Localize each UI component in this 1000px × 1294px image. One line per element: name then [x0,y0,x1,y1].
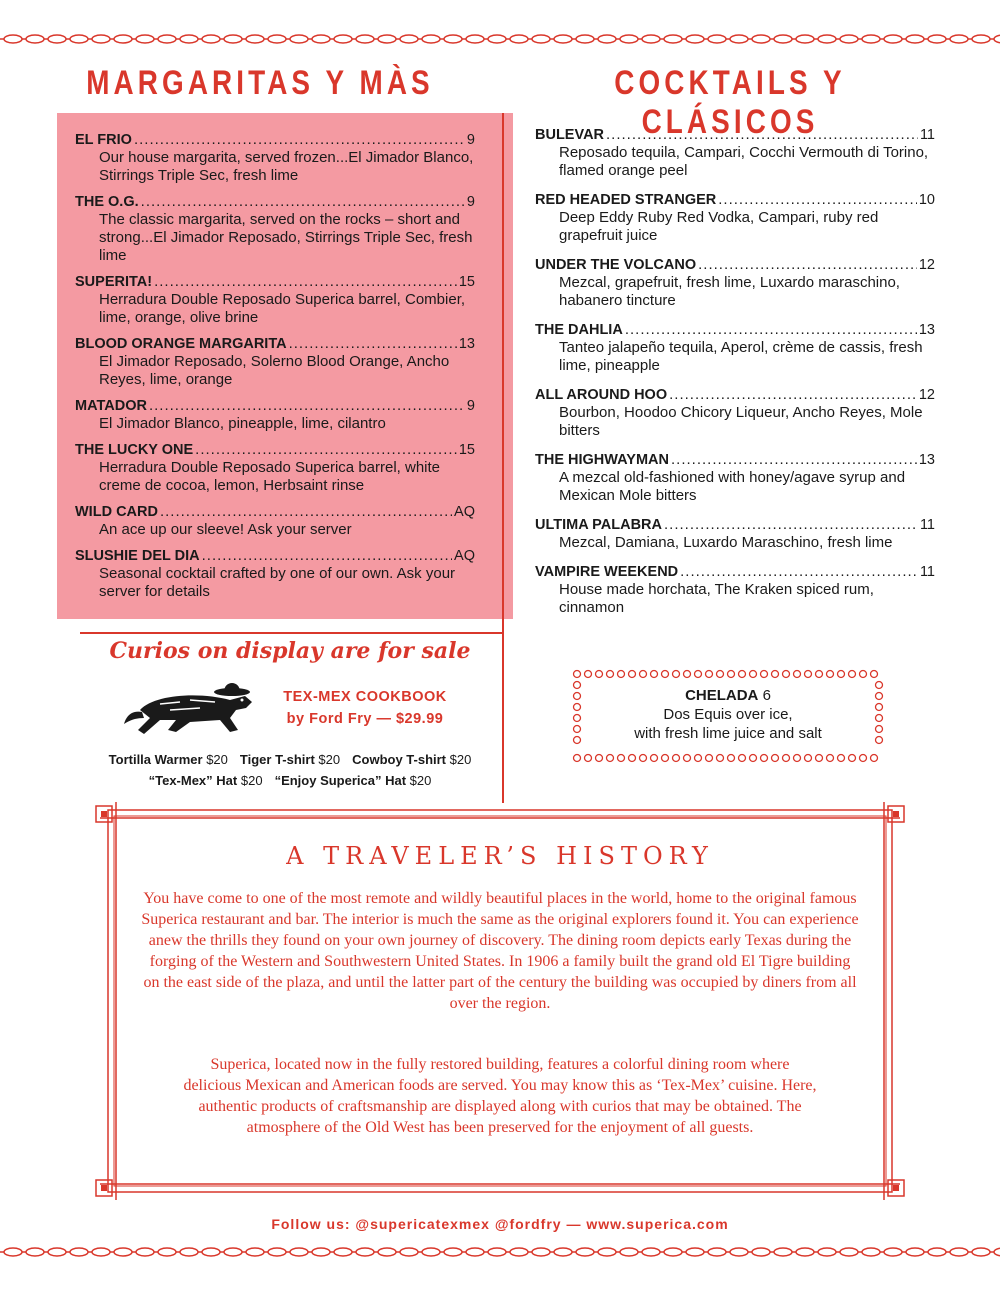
menu-item-price: AQ [454,548,475,564]
menu-item-name: THE O.G. [75,194,139,210]
menu-item-description: Herradura Double Reposado Superica barrel, Combier, lime, orange, olive brine [99,291,466,326]
dot-leader [289,335,457,353]
menu-item [535,563,935,617]
menu-item-price: 11 [919,127,935,143]
menu-item-header [535,563,935,581]
dot-leader [680,563,918,581]
menu-item-description: Herradura Double Reposado Superica barrel, white creme de cocoa, lemon, Herbsaint rinse [99,459,441,494]
curio-price: $20 [318,752,341,767]
curio-item [109,752,228,767]
menu-item-price: 11 [919,517,935,533]
history-title: A TRAVELER’S HISTORY [286,842,714,870]
cocktails-heading: COCKTAILS Y CLÁSICOS [614,64,846,141]
menu-item-price: 13 [918,322,935,338]
dot-leader [202,547,452,565]
dot-leader [606,126,918,144]
menu-item-header [75,397,475,415]
menu-item-description: El Jimador Reposado, Solerno Blood Orange, Ancho Reyes, lime, orange [99,353,450,388]
menu-item [75,397,475,433]
menu-item-description: Mezcal, grapefruit, fresh lime, Luxardo maraschino, habanero tincture [559,274,900,309]
menu-item-description: Deep Eddy Ruby Red Vodka, Campari, ruby red grapefruit juice [559,209,879,244]
menu-item [535,126,935,180]
menu-item-description: Our house margarita, served frozen...El Jimador Blanco, Stirrings Triple Sec, fresh lime [99,149,474,184]
menu-item-price: 15 [458,442,475,458]
cocktails-list [535,126,935,628]
menu-item-price: 9 [466,132,475,148]
menu-item [535,451,935,505]
dot-leader [195,441,457,459]
menu-item-header [535,516,935,534]
menu-item [75,441,475,495]
menu-item-description: The classic margarita, served on the rocks – short and strong...El Jimador Reposado, Stirrings Triple Sec, fresh lime [99,211,473,264]
menu-item-name: UNDER THE VOLCANO [535,257,697,273]
menu-item-header [535,126,935,144]
chain-border-bottom [0,1245,1000,1259]
menu-item-description: Seasonal cocktail crafted by one of our own. Ask your server for details [99,565,456,600]
menu-item-name: BULEVAR [535,127,605,143]
menu-item-name: SLUSHIE DEL DIA [75,548,200,564]
menu-item-price: 9 [466,194,475,210]
menu-item-header [75,547,475,565]
menu-item-name: ULTIMA PALABRA [535,517,662,533]
dot-leader [698,256,917,274]
menu-item-price: 15 [458,274,475,290]
chelada-price: 6 [762,687,771,704]
menu-item [75,335,475,389]
chelada-box [571,686,885,743]
menu-item-header [75,335,475,353]
menu-item-price: 10 [918,192,935,208]
menu-item-name: THE HIGHWAYMAN [535,452,669,468]
cookbook-title: TEX-MEX COOKBOOK [283,689,447,705]
menu-item [75,547,475,601]
menu-item-name: THE LUCKY ONE [75,442,194,458]
curio-name: Tiger T-shirt [239,752,315,767]
dot-leader [664,516,918,534]
curio-name: Tortilla Warmer [108,752,203,767]
curio-item [275,773,432,788]
menu-item [535,191,935,245]
curio-price: $20 [449,752,472,767]
menu-item-name: SUPERITA! [75,274,153,290]
menu-item-description: Bourbon, Hoodoo Chicory Liqueur, Ancho Reyes, Mole bitters [559,404,923,439]
chelada-line-2: with fresh lime juice and salt [634,725,822,742]
curio-price: $20 [240,773,263,788]
menu-item-name: ALL AROUND HOO [535,387,668,403]
menu-item-header [75,503,475,521]
chelada-name: CHELADA [685,687,759,704]
menu-item-header [535,321,935,339]
menu-item-description: An ace up our sleeve! Ask your server [99,521,352,538]
menu-item-header [75,273,475,291]
menu-item [535,516,935,552]
menu-item-header [75,193,475,211]
menu-item-description: A mezcal old-fashioned with honey/agave syrup and Mexican Mole bitters [559,469,906,504]
menu-item-name: EL FRIO [75,132,132,148]
menu-item-description: Tanteo jalapeño tequila, Aperol, crème de cassis, fresh lime, pineapple [559,339,923,374]
menu-item-price: 13 [458,336,475,352]
menu-item [75,273,475,327]
dot-leader [625,321,917,339]
menu-item-price: AQ [454,504,475,520]
history-paragraph-2: Superica, located now in the fully restored building, features a colorful dining room where delicious Mexican and American foods are served. You may know this as ‘Tex-Mex’ cuisine. Here, authentic products of craftsmanship are displayed along with curios that may be obtained. The atmosphere of the Old West has been preserved for the enjoyment of all guests. [183,1056,817,1136]
curios-row-2 [60,773,520,788]
menu-item [75,193,475,265]
chain-border-top [0,32,1000,46]
curio-item [352,752,471,767]
dot-leader [669,386,917,404]
menu-item [535,256,935,310]
curio-name: Cowboy T-shirt [352,752,447,767]
dot-leader [718,191,917,209]
menu-item [535,321,935,375]
menu-item-header [535,256,935,274]
menu-item-description: Reposado tequila, Campari, Cocchi Vermouth di Torino, flamed orange peel [559,144,929,179]
menu-item [75,503,475,539]
menu-item-description: Mezcal, Damiana, Luxardo Maraschino, fresh lime [559,534,893,551]
curio-name: “Tex-Mex” Hat [148,773,238,788]
curio-price: $20 [409,773,432,788]
menu-item-price: 13 [918,452,935,468]
chelada-line-1: Dos Equis over ice, [663,706,793,723]
curios-divider [80,632,502,634]
coyote-sombrero-icon [120,672,270,738]
history-paragraph-1: You have come to one of the most remote and wildly beautiful places in the world, home to the original famous Superica restaurant and bar. The interior is much the same as the original explorers found it. You can experience anew the thrills they found on your own journey of discovery. The dining room depicts early Texas during the forging of the Western and Southwestern United States. In 1906 a family built the grand old El Tigre building on the east side of the plaza, and until the latter part of the century the building was occupied by diners from all over the region. [141,890,859,1012]
menu-item-header [75,131,475,149]
menu-item-price: 12 [918,257,935,273]
menu-item-price: 12 [918,387,935,403]
menu-item-price: 9 [466,398,475,414]
menu-item-name: THE DAHLIA [535,322,623,338]
menu-item-header [535,451,935,469]
dot-leader [154,273,457,291]
menu-item-description: El Jimador Blanco, pineapple, lime, cilantro [99,415,386,432]
social-follow-line: Follow us: @supericatexmex @fordfry — www.superica.com [271,1216,729,1232]
cookbook-promo [270,686,460,730]
menu-item-name: VAMPIRE WEEKEND [535,564,679,580]
curios-row-1 [60,752,520,767]
dot-leader [134,131,465,149]
curio-item [149,773,263,788]
column-divider [502,113,504,803]
menu-item-name: WILD CARD [75,504,158,520]
menu-item-price: 11 [919,564,935,580]
menu-item-header [535,386,935,404]
menu-item [75,131,475,185]
curio-name: “Enjoy Superica” Hat [274,773,407,788]
dot-leader [149,397,465,415]
dot-leader [671,451,917,469]
dot-leader [141,193,465,211]
menu-item-name: RED HEADED STRANGER [535,192,717,208]
menu-item-name: BLOOD ORANGE MARGARITA [75,336,287,352]
menu-item-name: MATADOR [75,398,147,414]
menu-item-description: House made horchata, The Kraken spiced rum, cinnamon [559,581,874,616]
curio-price: $20 [206,752,228,767]
menu-item-header [75,441,475,459]
menu-item [535,386,935,440]
dot-leader [160,503,452,521]
menu-item-header [535,191,935,209]
margaritas-list [75,131,475,609]
margaritas-heading: MARGARITAS Y MÀS [86,64,434,102]
curio-item [240,752,340,767]
curios-title: Curios on display are for sale [109,638,471,664]
cookbook-byline: by Ford Fry — $29.99 [286,711,444,727]
